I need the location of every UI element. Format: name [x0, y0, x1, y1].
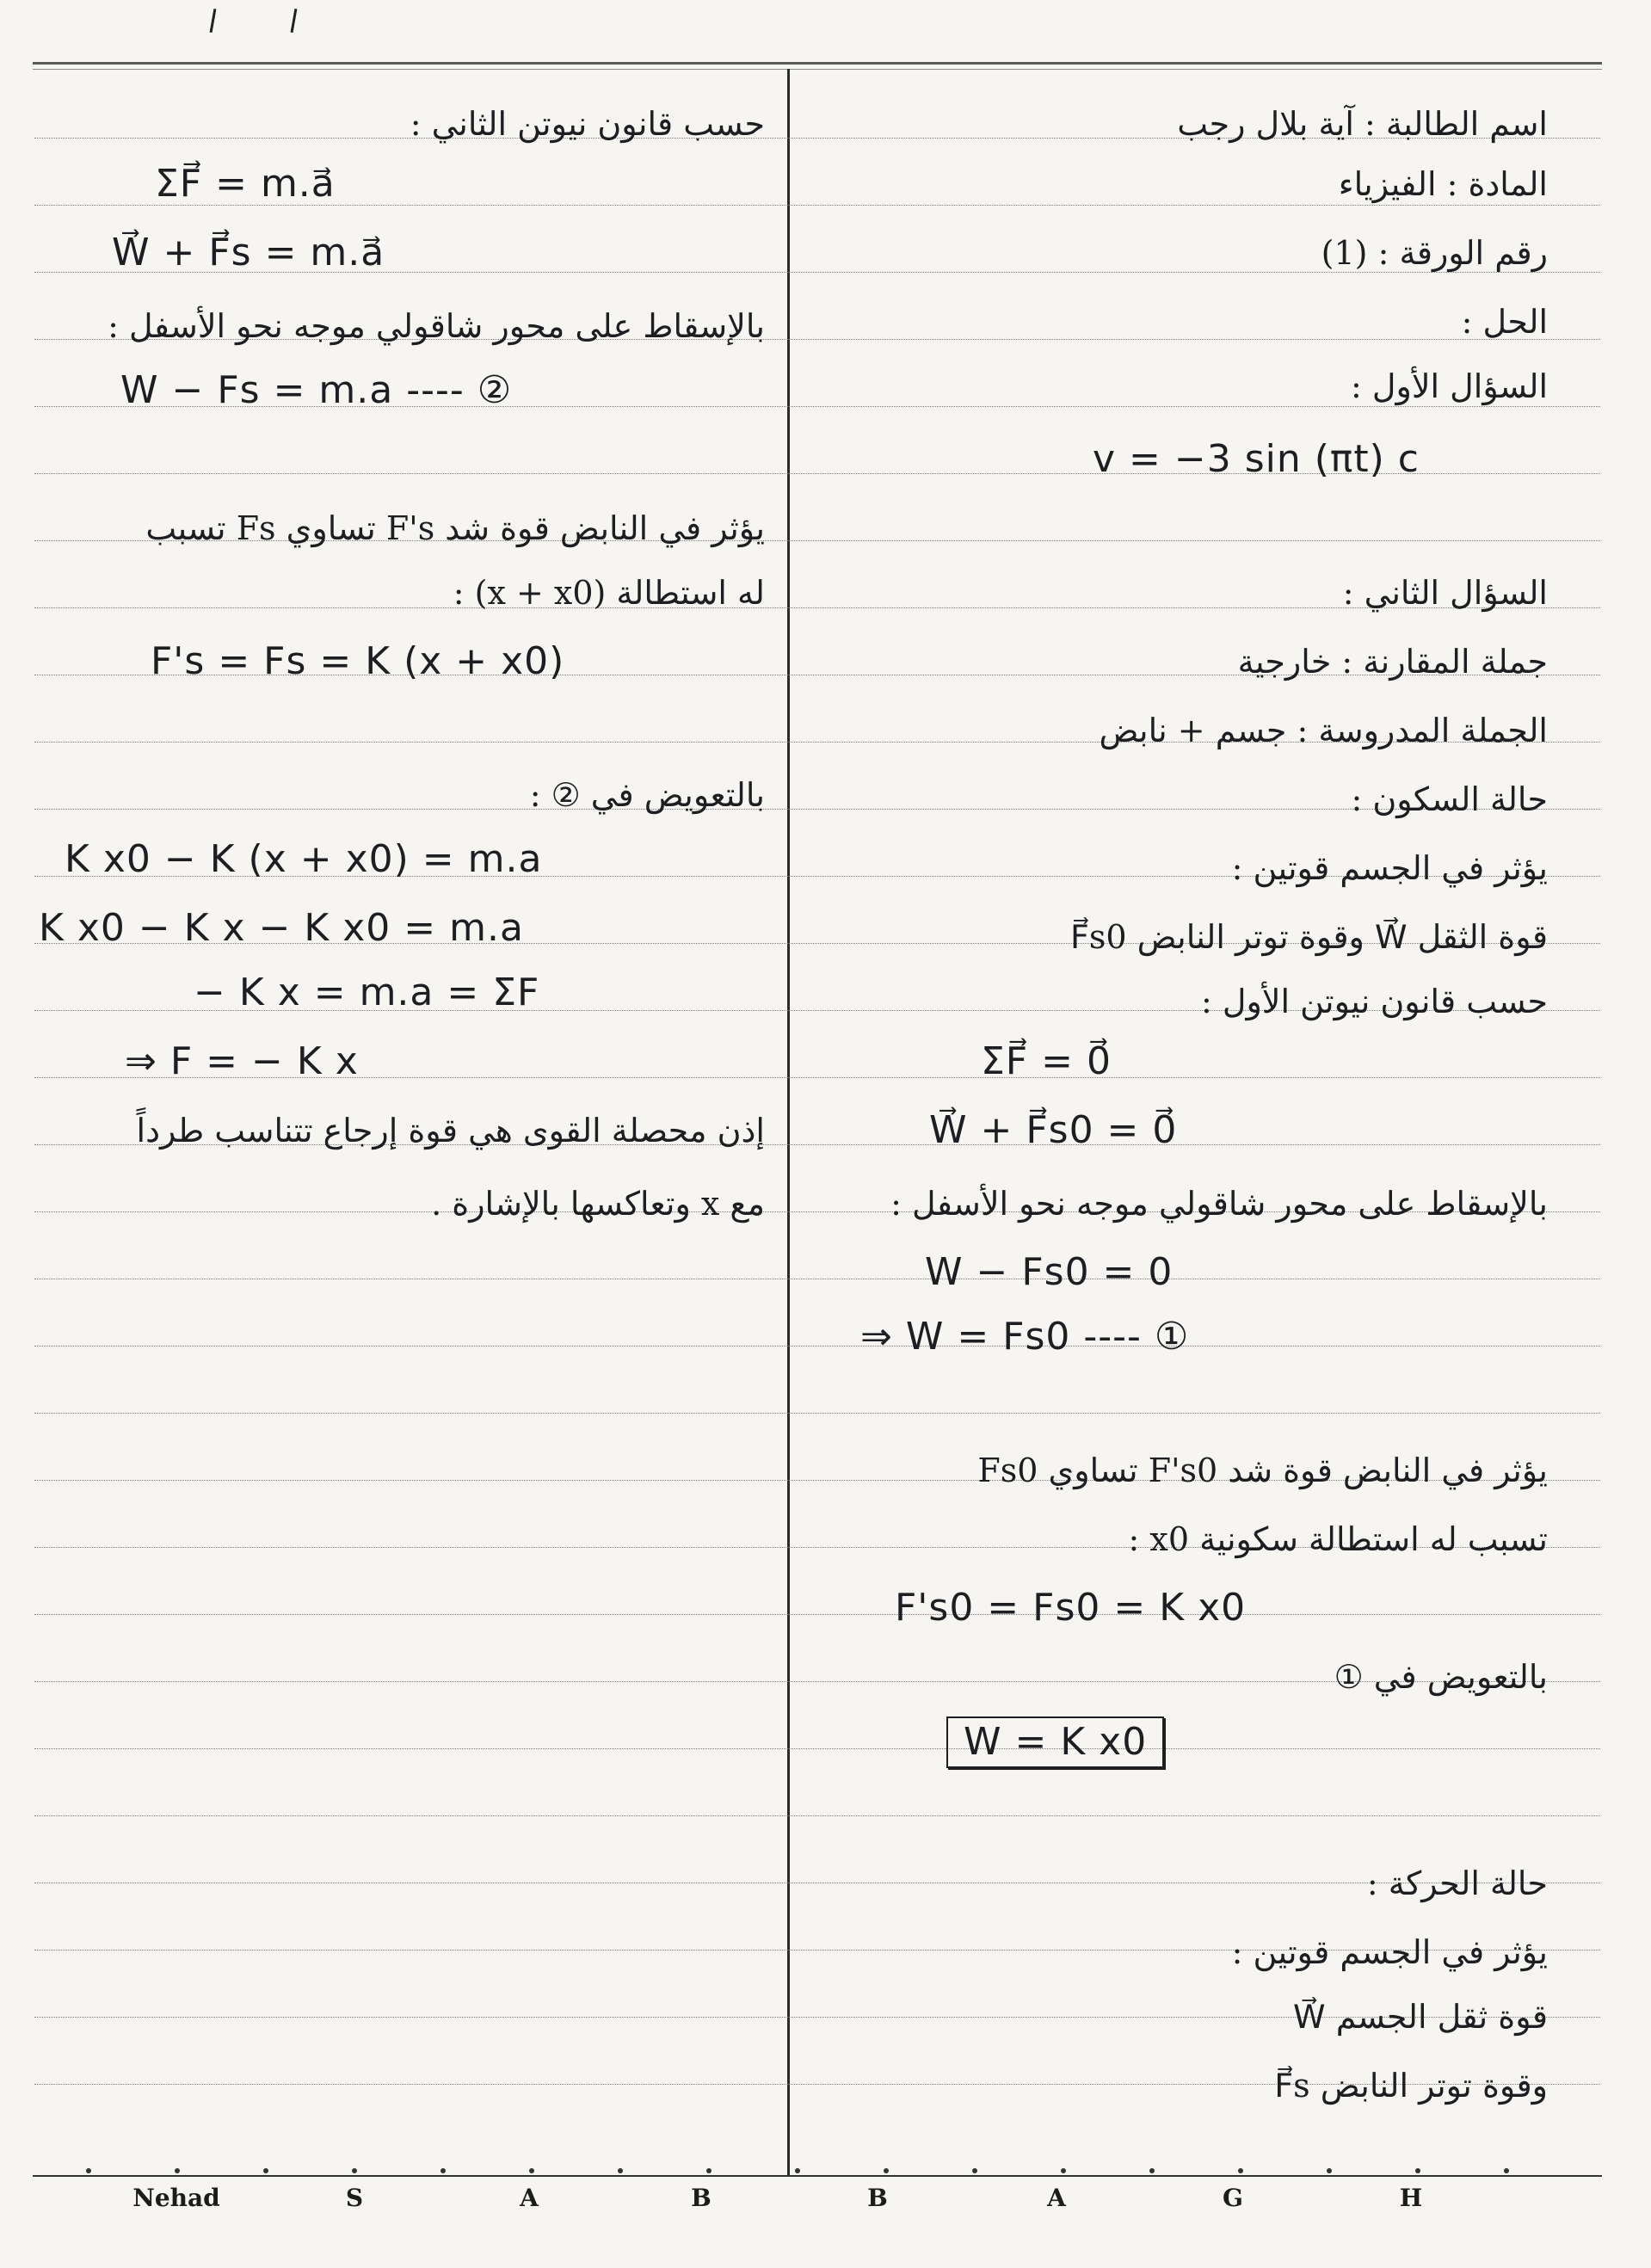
ruled-line — [34, 1346, 1600, 1347]
footer-dot — [1504, 2168, 1509, 2173]
forces-intro-line: يؤثر في الجسم قوتين : — [1231, 849, 1548, 887]
sheet-number-line: رقم الورقة : (1) — [1321, 234, 1548, 272]
motion-forces-intro: يؤثر في الجسم قوتين : — [1231, 1933, 1548, 1971]
footer-dot — [352, 2168, 357, 2173]
ruled-line — [34, 1413, 1600, 1414]
footer-dot — [795, 2168, 800, 2173]
header-tick-mark — [210, 9, 217, 33]
projection-eq: W − Fs0 = 0 — [925, 1250, 1174, 1294]
ruled-line — [34, 1614, 1600, 1615]
restoring-force-eq: ⇒ F = − K x — [125, 1039, 359, 1083]
rest-state-heading: حالة السكون : — [1351, 780, 1548, 818]
header-tick-mark — [291, 9, 298, 33]
footer-dot — [1415, 2168, 1420, 2173]
footer-dot — [86, 2168, 91, 2173]
conclusion-line-two: مع x وتعاكسها بالإشارة . — [431, 1185, 765, 1223]
footer-dot — [706, 2168, 712, 2173]
weight-equals-eq: ⇒ W = Fs0 ---- ① — [860, 1315, 1190, 1359]
question-one-heading: السؤال الأول : — [1351, 367, 1548, 405]
footer-dot — [1327, 2168, 1332, 2173]
footer-dot — [440, 2168, 446, 2173]
subject-line: المادة : الفيزياء — [1338, 165, 1548, 203]
student-name-line: اسم الطالبة : آية بلال رجب — [1177, 105, 1548, 143]
left-projection-line: بالإسقاط على محور شاقولي موجه نحو الأسفل : — [108, 307, 765, 345]
newton-second-law-line: حسب قانون نيوتن الثاني : — [410, 105, 765, 143]
reference-frame-line: جملة المقارنة : خارجية — [1237, 643, 1548, 681]
dynamic-tension-line: يؤثر في النابض قوة شد F's تساوي Fs تسبب — [145, 509, 765, 547]
substitution-two-line: بالتعويض في ② : — [529, 776, 765, 814]
footer-label-h: H — [1399, 2184, 1423, 2212]
motion-weight-line: قوة ثقل الجسم W⃗ — [1293, 1998, 1548, 2036]
second-law-sum-eq: W⃗ + F⃗s = m.a⃗ — [112, 231, 385, 274]
footer-dot — [263, 2168, 268, 2173]
spring-tension-line: يؤثر في النابض قوة شد F's0 تساوي Fs0 — [977, 1451, 1548, 1489]
footer-dot — [1061, 2168, 1066, 2173]
solution-heading: الحل : — [1461, 303, 1548, 341]
footer-label-a-right: A — [1047, 2184, 1066, 2212]
hooke-dynamic-eq: F's = Fs = K (x + x0) — [151, 639, 565, 683]
left-projection-eq: W − Fs = m.a ---- ② — [120, 368, 513, 412]
footer-label-a: A — [520, 2184, 539, 2212]
newton-first-law-line: حسب قانون نيوتن الأول : — [1200, 983, 1548, 1020]
substitution-step-two-eq: K x0 − K x − K x0 = m.a — [39, 906, 524, 950]
footer-dot — [972, 2168, 977, 2173]
header-rule — [33, 62, 1602, 65]
footer-dot — [618, 2168, 623, 2173]
question-one-answer: v = −3 sin (πt) c — [1093, 437, 1420, 481]
static-extension-line: تسبب له استطالة سكونية x0 : — [1128, 1520, 1548, 1558]
footer-label-g: G — [1223, 2184, 1243, 2212]
forces-list-line: قوة الثقل W⃗ وقوة توتر النابض F⃗s0 — [1069, 918, 1548, 956]
footer-rule — [33, 2175, 1602, 2177]
net-force-eq: − K x = m.a = ΣF — [194, 971, 540, 1014]
ruled-line — [34, 1748, 1600, 1749]
hooke-static-eq: F's0 = Fs0 = K x0 — [895, 1586, 1247, 1630]
column-divider — [787, 69, 790, 2177]
header-rule-thin — [33, 69, 1602, 70]
footer-label-nehad: Nehad — [132, 2184, 220, 2212]
substitution-one-line: بالتعويض في ① — [1334, 1658, 1548, 1696]
footer-label-s: S — [345, 2184, 364, 2212]
substitution-step-one-eq: K x0 − K (x + x0) = m.a — [65, 837, 543, 881]
studied-system-line: الجملة المدروسة : جسم + نابض — [1099, 712, 1548, 749]
projection-line: بالإسقاط على محور شاقولي موجه نحو الأسفل : — [890, 1185, 1548, 1223]
footer-label-b-right: B — [867, 2184, 888, 2212]
footer-dot — [175, 2168, 180, 2173]
equilibrium-vector-eq: ΣF⃗ = 0⃗ — [981, 1039, 1112, 1083]
motion-state-heading: حالة الحركة : — [1366, 1864, 1548, 1902]
question-two-heading: السؤال الثاني : — [1342, 574, 1548, 612]
dynamic-extension-line: له استطالة (x + x0) : — [453, 574, 765, 612]
boxed-result-eq: W = K x0 — [946, 1716, 1164, 1768]
conclusion-line-one: إذن محصلة القوى هي قوة إرجاع تتناسب طرداً — [136, 1112, 765, 1149]
ruled-line — [34, 1815, 1600, 1816]
motion-tension-line: وقوة توتر النابض F⃗s — [1274, 2067, 1548, 2105]
equilibrium-sum-eq: W⃗ + F⃗s0 = 0⃗ — [929, 1108, 1178, 1152]
footer-dot — [529, 2168, 534, 2173]
footer-dot — [884, 2168, 889, 2173]
footer-dot — [1149, 2168, 1155, 2173]
footer-dot — [1238, 2168, 1243, 2173]
second-law-vector-eq: ΣF⃗ = m.a⃗ — [155, 162, 336, 206]
footer-label-b: B — [691, 2184, 712, 2212]
